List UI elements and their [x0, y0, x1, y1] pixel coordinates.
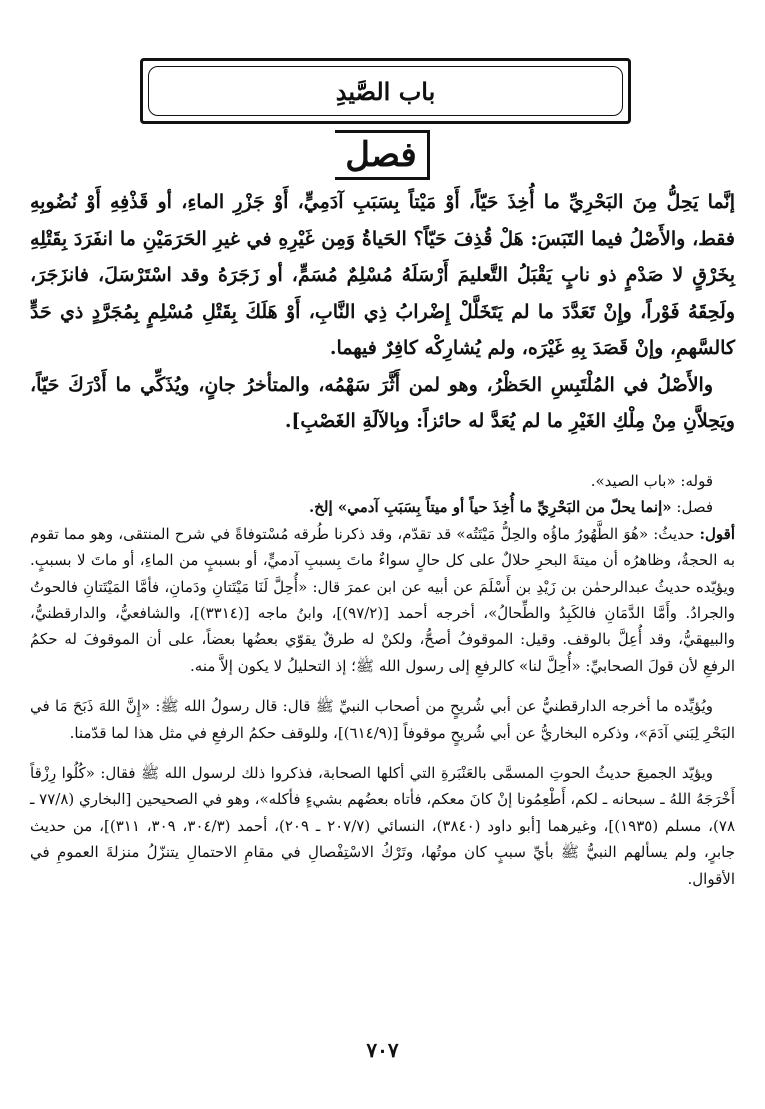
commentary-paragraph-1 — [30, 521, 735, 679]
commentary-paragraph-3: ويؤيّد الجميعَ حديثُ الحوتِ المسمَّى بالعَنْبَرةِ التي أكلها الصحابة، فذكروا ذلك لرسول الله ﷺ فقال: «كُلُوا رِزْقاً أَخْرَجَهُ اللهُ ـ سبحانه ـ لكم، أَطْعِمُونا إنْ كانَ معكم، فأتاه بعضُهم بشيءٍ فأكله»، وهو في الصحيحين [البخاري (٧٧/٨ ـ ٧٨)، مسلم (١٩٣٥)]، وغيرهما [أبو داود (٣٨٤٠)، النسائي (٢٠٧/٧ ـ ٢٠٩)، أحمد (٣٠٤/٣، ٣٠٩، ٣١١)]، من حديث جابرٍ، ولم يسألهم النبيُّ ﷺ بأيِّ سببٍ كان موتُها، وتَرْكُ الاسْتِفْصالِ في مقامِ الاحتمالِ يتنزّلُ منزلةَ العمومِ في الأقوال. — [30, 764, 736, 888]
matn-text-block — [30, 184, 735, 440]
commentary-block — [30, 468, 735, 892]
aqul-label: أقول: — [699, 524, 735, 543]
chapter-title-inner-frame — [148, 66, 623, 116]
matn-paragraph-1: إنَّما يَحِلُّ مِنَ البَحْرِيِّ ما أُخِذَ حَيّاً، أَوْ مَيْتاً بِسَبَبِ آدَمِيٍّ، أَوْ جَزْرِ الماءِ، أو قَذْفِهِ أَوْ نُضُوبِهِ فقط، والأَصْلُ فيما التَبَسَ: هَلْ قُذِفَ حَيّاً؟ الحَياةُ وَمِن غَيْرِهِ في غيرِ الحَرَمَيْنِ ما انفَرَدَ بِقَتْلِهِ بِخَرْقٍ لا صَدْمٍ ذو نابٍ يَقْبَلُ التَّعليمَ أَرْسَلَهُ مُسْلِمٌ مُسَمٍّ، أو زَجَرَهُ وقد اسْتَرْسَلَ، فانزَجَرَ، ولَحِقَهُ فَوْراً، وإِنْ تَعَدَّدَ ما لم يَتَخَلَّلْ إِضْرابُ ذِي النَّابِ، أَوْ هَلَكَ بِقَتْلِ مُسْلِمٍ بِمُجَرَّدٍ ذي حَدٍّ كالسَّهمِ، وإنْ قَصَدَ بِهِ غَيْرَه، ولم يُشارِكْه كافِرٌ فيهما. — [30, 191, 735, 359]
fasl-line — [30, 494, 735, 520]
qawluh-text: «باب الصيد». — [590, 472, 676, 490]
page-number: ٧٠٧ — [366, 1038, 399, 1062]
fasl-quote: «إنما يحلّ من البَحْرِيِّ ما أُخِذَ حياً أو ميتاً بِسَبَبِ آدمي» إلخ. — [309, 498, 672, 517]
chapter-title-frame — [140, 58, 631, 124]
matn-paragraph-2: والأَصْلُ في المُلْتَبِسِ الحَظْرُ، وهو لمن أَثَّرَ سَهْمُه، والمتأخرُ جانٍ، ويُذَكِّي ما أَدْرَكَ حَيّاً، ويَحِلاَّنِ مِنْ مِلْكِ الغَيْرِ ما لم يُعَدَّ له حائزاً: وبِالآلَةِ الغَصْبِ]. — [30, 373, 735, 432]
book-page — [30, 0, 735, 1109]
chapter-title: باب الصَّيدِ — [335, 76, 436, 106]
qawluh-line — [30, 468, 735, 494]
commentary-paragraph-2: ويُؤيِّده ما أخرجه الدارقطنيُّ عن أبي شُريحٍ من أصحاب النبيِّ ﷺ قال: قال رسولُ الله ﷺ: «إِنَّ اللهَ ذَبَحَ مَا في البَحْرِ لِبَني آدَمَ»، وذكره البخاريُّ عن أبي شُريحٍ موقوفاً [(٦١٤/٩)]، وللوقف حكمُ الرفعِ في مثل هذا لما قدّمنا. — [30, 697, 735, 742]
section-heading-wrap — [30, 130, 735, 180]
fasl-heading: فصل — [335, 130, 430, 180]
commentary-paragraph-1-text: حديثُ: «هُوَ الطَّهُورُ ماؤُه والحِلُّ مَيْتَتُه» قد تقدّم، وقد ذكرنا طُرقه مُسْتوفاةً في شرح المنتقى، وهو مما تقوم به الحجةُ، وظاهرُه أن ميتةَ البحرِ حلالٌ على كل حالٍ سواءٌ ماتَ بِسببِ آدميٍّ، أو بسببٍ من الماءِ، أو ماتَ لا بسببٍ. ويؤيّده حديثُ عبدالرحمٰن بن زَيْدِ بن أَسْلَمَ عن أبيه عن ابن عمرَ قال: «أُحِلَّ لَنَا مَيْتَتانِ ودَمانِ، فأمَّا المَيْتَتانِ فالحوتُ والجرادُ. وأَمَّا الدَّمَانِ فالكَبِدُ والطِّحالُ»، أخرجه أحمد [(٩٧/٢)]، وابنُ ماجه [(٣٣١٤)]، والشافعيُّ، والدارقطنيُّ، والبيهقيُّ، وقد أُعِلَّ بالوقف. وقيل: الموقوفُ أصحُّ، ولكنْ له طرقٌ يقوّي بعضُها بعضاً، على أن الموقوفَ له حكمُ الرفعِ لأن قولَ الصحابيِّ: «أُحِلَّ لنا» كالرفعِ إلى رسول الله ﷺ؛ إذ التحليلُ لا يكون إلاَّ منه. — [30, 524, 735, 675]
fasl-label: فصل: — [676, 498, 713, 517]
qawluh-label: قوله: — [680, 472, 713, 490]
